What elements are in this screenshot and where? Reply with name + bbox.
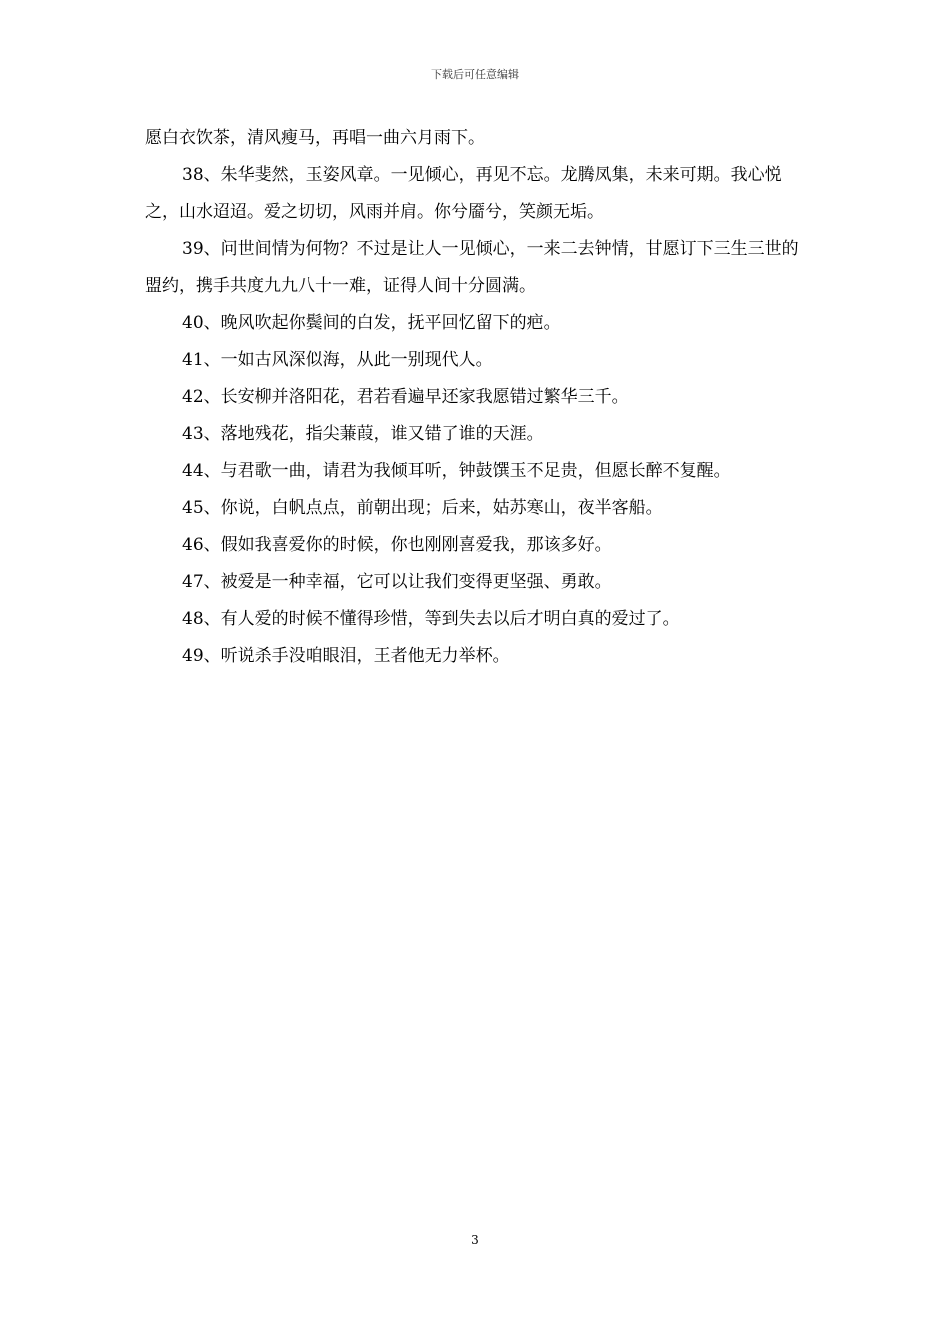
- paragraph-47: 47、被爱是一种幸福，它可以让我们变得更坚强、勇敢。: [182, 572, 612, 592]
- paragraph-42: 42、长安柳并洛阳花，君若看遍早还家我愿错过繁华三千。: [182, 387, 629, 407]
- paragraph-39: 39、问世间情为何物？不过是让人一见倾心，一来二去钟情，甘愿订下三生三世的盟约，携手共度九九八十一难，证得人间十分圆满。: [145, 239, 799, 296]
- paragraph-43: 43、落地残花，指尖蒹葭，谁又错了谁的天涯。: [182, 424, 544, 444]
- paragraph-44: 44、与君歌一曲，请君为我倾耳听，钟鼓馔玉不足贵，但愿长醉不复醒。: [182, 461, 731, 481]
- paragraph-38: 38、朱华斐然，玉姿风章。一见倾心，再见不忘。龙腾凤集，未来可期。我心悦之，山水迢迢。爱之切切，风雨并肩。你兮靥兮，笑颜无垢。: [145, 165, 782, 222]
- paragraph-continuation: 愿白衣饮茶，清风瘦马，再唱一曲六月雨下。: [145, 128, 485, 148]
- page-number: 3: [471, 1233, 479, 1247]
- paragraph-46: 46、假如我喜爱你的时候，你也刚刚喜爱我，那该多好。: [182, 535, 612, 555]
- paragraph-48: 48、有人爱的时候不懂得珍惜，等到失去以后才明白真的爱过了。: [182, 609, 680, 629]
- paragraph-45: 45、你说，白帆点点，前朝出现；后来，姑苏寒山，夜半客船。: [182, 498, 663, 518]
- paragraph-41: 41、一如古风深似海，从此一别现代人。: [182, 350, 493, 370]
- paragraph-49: 49、听说杀手没咱眼泪，王者他无力举杯。: [182, 646, 510, 666]
- page-header: 下载后可任意编辑: [431, 68, 519, 81]
- paragraph-40: 40、晚风吹起你鬓间的白发，抚平回忆留下的疤。: [182, 313, 561, 333]
- document-body: [145, 120, 810, 675]
